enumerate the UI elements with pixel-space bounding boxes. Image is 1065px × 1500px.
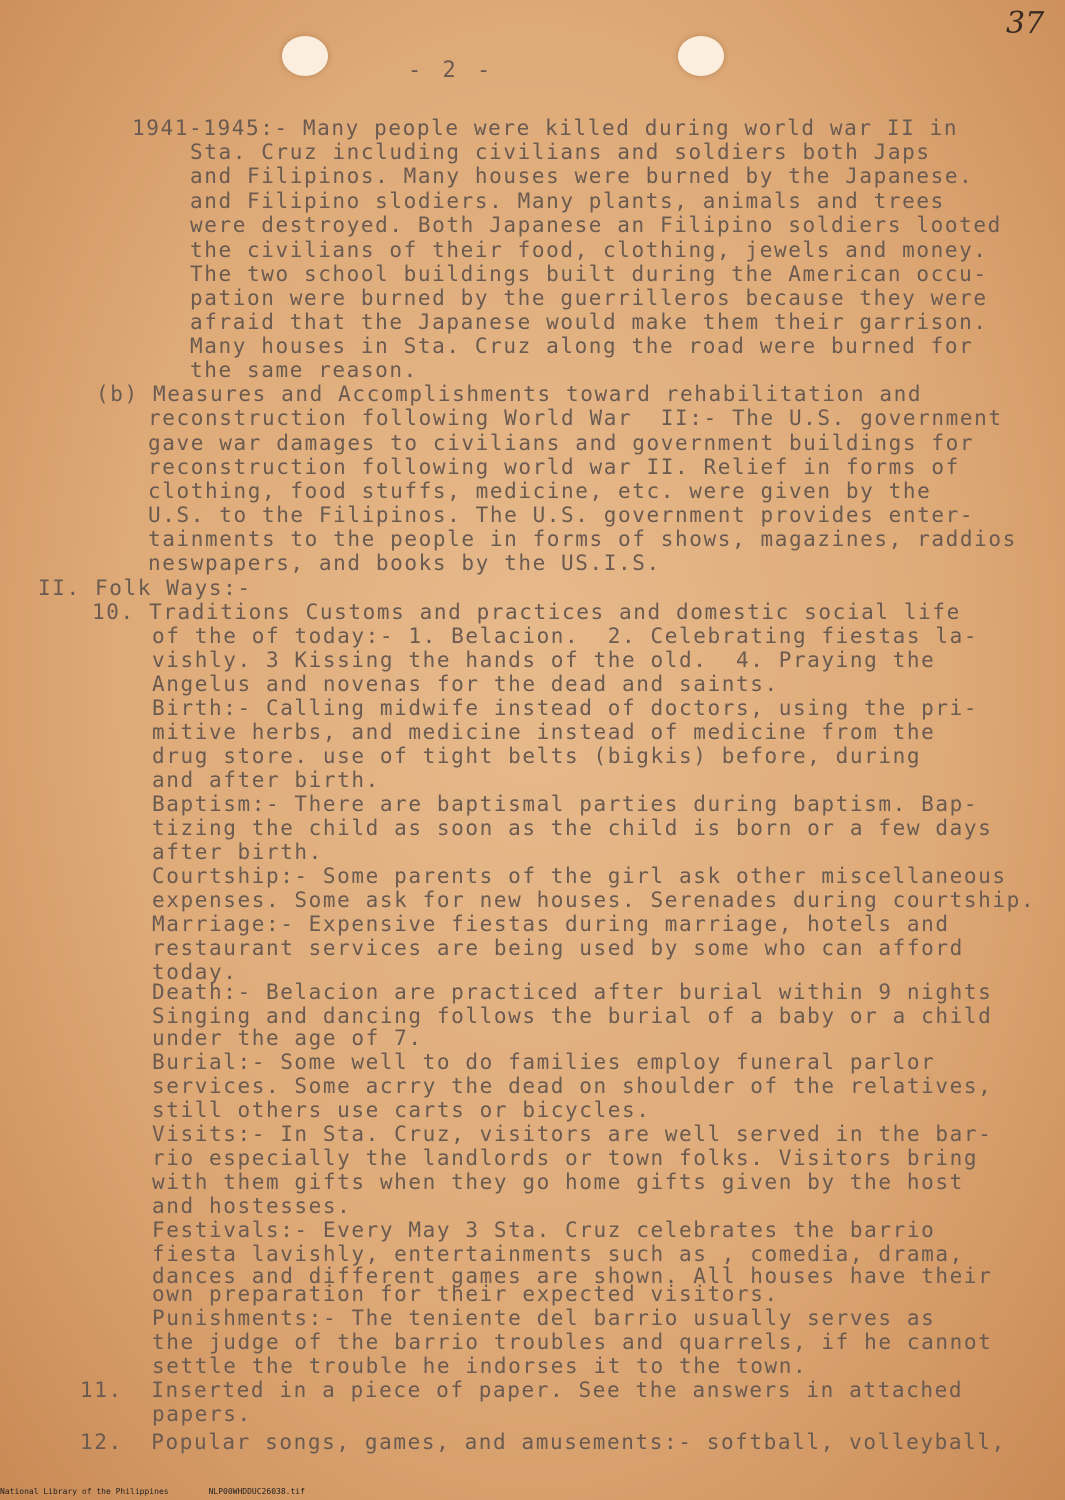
text-line: afraid that the Japanese would make them their garrison. [190,310,988,334]
text-line: expenses. Some ask for new houses. Serenades during courtship. [152,888,1036,912]
footer-library: National Library of the Philippines [0,1487,169,1496]
punch-hole-right [678,36,724,76]
text-line: Many houses in Sta. Cruz along the road were burned for [190,334,974,358]
text-line: reconstruction following World War II:- The U.S. government [148,406,1003,430]
text-line: and after birth. [152,768,380,792]
text-line: the same reason. [190,358,418,382]
text-line: pation were burned by the guerrilleros because they were [190,286,988,310]
text-line: Death:- Belacion are practiced after burial within 9 nights [152,980,993,1004]
text-line: Courtship:- Some parents of the girl ask other miscellaneous [152,864,1007,888]
scan-footer [0,1487,305,1496]
text-line: rio especially the landlords or town folks. Visitors bring [152,1146,979,1170]
text-line: 1941-1945:- Many people were killed during world war II in [132,116,959,140]
text-line: and Filipino slodiers. Many plants, animals and trees [190,189,945,213]
text-line: 11. Inserted in a piece of paper. See the answers in attached [80,1378,964,1402]
text-line: The two school buildings built during the American occu- [190,262,988,286]
text-line: and hostesses. [152,1194,352,1218]
text-line: Angelus and novenas for the dead and saints. [152,672,779,696]
text-line: were destroyed. Both Japanese an Filipino soldiers looted [190,213,1002,237]
text-line: and Filipinos. Many houses were burned by the Japanese. [190,164,974,188]
corner-page-mark: 37 [1006,6,1045,41]
text-line: vishly. 3 Kissing the hands of the old. 4. Praying the [152,648,936,672]
text-line: II. Folk Ways:- [38,576,252,600]
text-line: settle the trouble he indorses it to the town. [152,1354,808,1378]
text-line: gave war damages to civilians and government buildings for [148,431,975,455]
text-line: of the of today:- 1. Belacion. 2. Celebrating fiestas la- [152,624,979,648]
text-line: Punishments:- The teniente del barrio usually serves as [152,1306,936,1330]
text-line: the civilians of their food, clothing, jewels and money. [190,238,988,262]
text-line: Marriage:- Expensive fiestas during marriage, hotels and [152,912,950,936]
text-line: services. Some acrry the dead on shoulder of the relatives, [152,1074,993,1098]
text-line: neswpapers, and books by the US.I.S. [148,551,661,575]
text-line: Festivals:- Every May 3 Sta. Cruz celebrates the barrio [152,1218,936,1242]
text-line: clothing, food stuffs, medicine, etc. were given by the [148,479,932,503]
punch-hole-left [282,36,328,76]
text-line: drug store. use of tight belts (bigkis) before, during [152,744,922,768]
page-number: - 2 - [408,58,495,83]
text-line: restaurant services are being used by some who can afford [152,936,964,960]
text-line: under the age of 7. [152,1026,423,1050]
text-line: Baptism:- There are baptismal parties during baptism. Bap- [152,792,979,816]
text-line: reconstruction following world war II. Relief in forms of [148,455,960,479]
text-line: Burial:- Some well to do families employ funeral parlor [152,1050,936,1074]
text-line: still others use carts or bicycles. [152,1098,651,1122]
text-line: dances and different games are shown. All houses have their [152,1264,993,1288]
text-line: tizing the child as soon as the child is born or a few days [152,816,993,840]
text-line: mitive herbs, and medicine instead of medicine from the [152,720,936,744]
text-line: fiesta lavishly, entertainments such as , comedia, drama, [152,1242,964,1266]
text-line: 10. Traditions Customs and practices and domestic social life [92,600,961,624]
text-line: with them gifts when they go home gifts given by the host [152,1170,964,1194]
text-line: after birth. [152,840,323,864]
text-line: Sta. Cruz including civilians and soldiers both Japs [190,140,931,164]
text-line: Singing and dancing follows the burial of a baby or a child [152,1004,993,1028]
text-line: U.S. to the Filipinos. The U.S. government provides enter- [148,503,975,527]
text-line: 12. Popular songs, games, and amusements:- softball, volleyball, [80,1430,1006,1454]
text-line: today. [152,960,238,984]
text-line: the judge of the barrio troubles and quarrels, if he cannot [152,1330,993,1354]
text-line: own preparation for their expected visitors. [152,1282,779,1306]
text-line: Birth:- Calling midwife instead of doctors, using the pri- [152,696,979,720]
footer-file-reference: NLP00WHDDUC26038.tif [208,1487,305,1496]
text-line: (b) Measures and Accomplishments toward rehabilitation and [96,382,923,406]
text-line: papers. [152,1402,252,1426]
text-line: Visits:- In Sta. Cruz, visitors are well served in the bar- [152,1122,993,1146]
text-line: tainments to the people in forms of shows, magazines, raddios [148,527,1017,551]
